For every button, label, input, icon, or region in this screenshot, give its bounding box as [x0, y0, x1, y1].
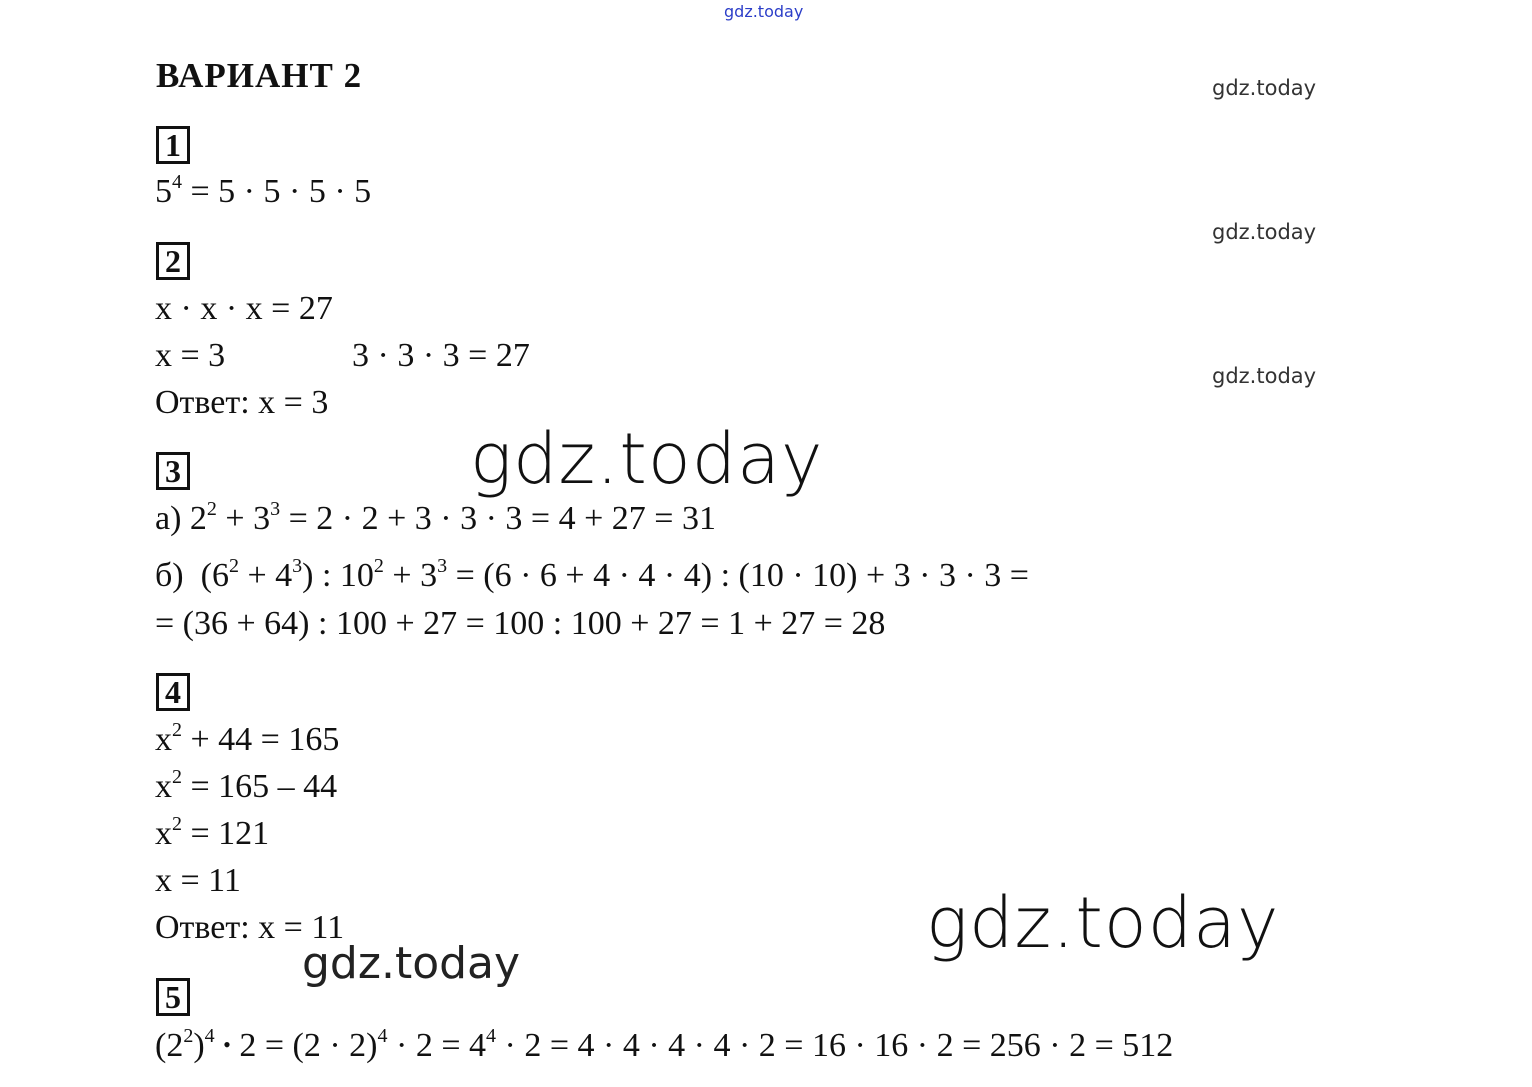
- task-number-5: 5: [156, 978, 190, 1016]
- task-number-3: 3: [156, 452, 190, 490]
- task-1-line-1: $5^4 = 5 \cdot 5 \cdot 5 \cdot 5$: [155, 171, 372, 210]
- watermark-center-big: gdz.today: [470, 418, 824, 500]
- watermark-bottom-left: gdz.today: [302, 938, 521, 989]
- watermark-top: gdz.today: [724, 2, 804, 21]
- watermark-right-2: gdz.today: [1212, 220, 1317, 244]
- task-3-line-b: б) $(6^2 + 4^3)$ : $10^2 + 3^3 = (6 \cdot 6 + 4 \cdot 4 \cdot 4)$ : (10 · 10) + 3 · 3 · 3 =: [155, 555, 1029, 594]
- task-2-line-2-check: 3 · 3 · 3 = 27: [352, 337, 530, 374]
- page-title: ВАРИАНТ 2: [156, 56, 363, 95]
- task-2-line-2: x = 3: [155, 337, 226, 374]
- task-4-answer: Ответ: x = 11: [155, 909, 345, 946]
- task-number-2: 2: [156, 242, 190, 280]
- task-4-line-3: $x^2 = 121$: [155, 813, 270, 852]
- task-number-1: 1: [156, 126, 190, 164]
- task-3-line-b2: = (36 + 64) : 100 + 27 = 100 : 100 + 27 = 1 + 27 = 28: [155, 605, 886, 642]
- task-4-line-2: $x^2 = 165 - 44$: [155, 766, 338, 805]
- watermark-right-3: gdz.today: [1212, 364, 1317, 388]
- task-number-4: 4: [156, 673, 190, 711]
- task-4-line-4: x = 11: [155, 862, 241, 899]
- task-5-line-1: $(2^2)^4$ • $2 = (2 \cdot 2)^4 \cdot 2 = 4^4 \cdot 2 = 4 \cdot 4 \cdot 4 \cdot 4 \cdot 2 = 16 \cdot 16 \cdot 2 = 256 \cdot 2 = 512$: [155, 1025, 1174, 1064]
- task-2-line-1: x · x · x = 27: [155, 290, 333, 327]
- watermark-right-1: gdz.today: [1212, 76, 1317, 100]
- watermark-bottom-right-big: gdz.today: [926, 882, 1280, 964]
- task-3-line-a: а) $2^2 + 3^3 = 2 \cdot 2 + 3 \cdot 3 \cdot 3 = 4 + 27 = 31$: [155, 498, 716, 537]
- task-4-line-1: $x^2 + 44 = 165$: [155, 719, 340, 758]
- task-2-answer: Ответ: x = 3: [155, 384, 329, 421]
